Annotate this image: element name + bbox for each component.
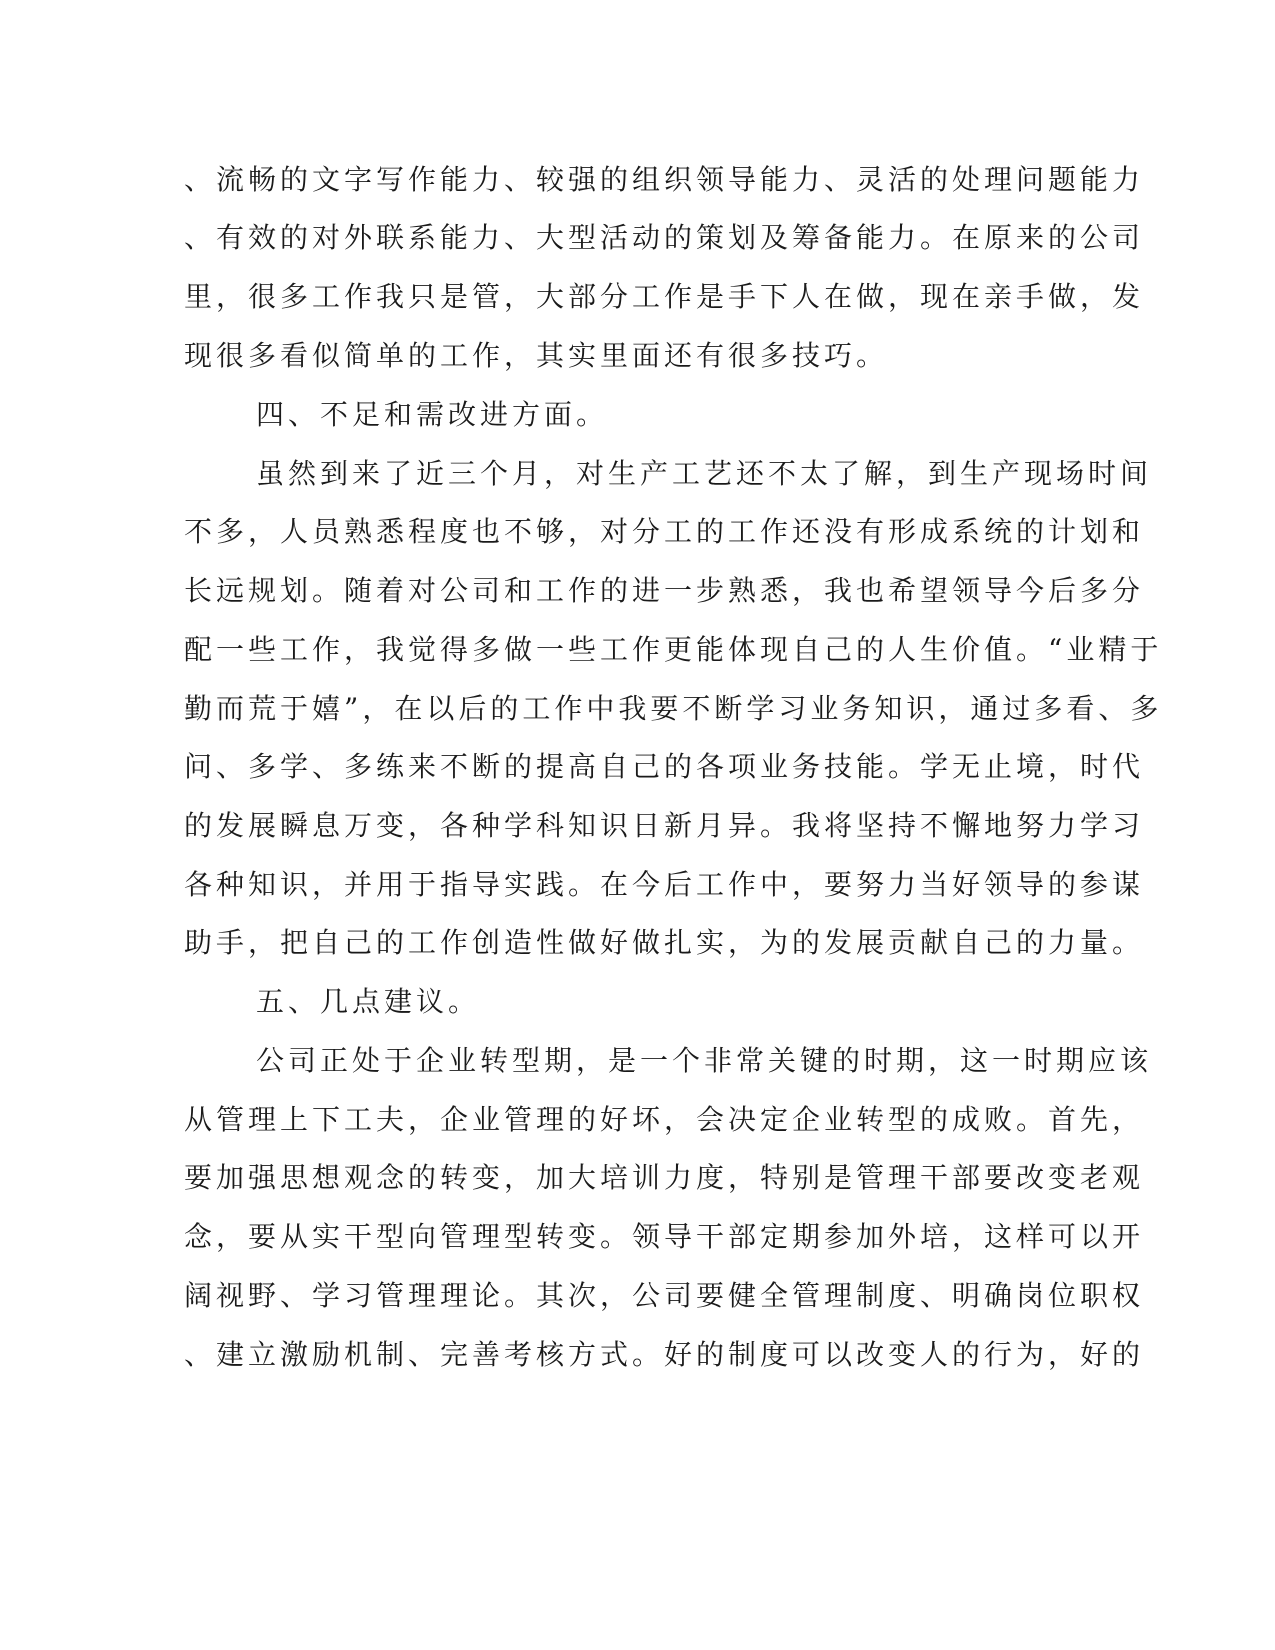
section-heading: 四、不足和需改进方面。 <box>256 398 609 431</box>
text-line: 里，很多工作我只是管，大部分工作是手下人在做，现在亲手做，发 <box>184 280 1145 313</box>
text-line: 虽然到来了近三个月，对生产工艺还不太了解，到生产现场时间 <box>256 457 1153 490</box>
text-line: 问、多学、多练来不断的提高自己的各项业务技能。学无止境，时代 <box>184 750 1145 783</box>
text-line: 从管理上下工夫，企业管理的好坏，会决定企业转型的成败。首先， <box>184 1103 1145 1136</box>
text-line: 现很多看似简单的工作，其实里面还有很多技巧。 <box>184 339 889 372</box>
text-line: 不多，人员熟悉程度也不够，对分工的工作还没有形成系统的计划和 <box>184 515 1145 548</box>
text-line: 念，要从实干型向管理型转变。领导干部定期参加外培，这样可以开 <box>184 1220 1145 1253</box>
text-line: 要加强思想观念的转变，加大培训力度，特别是管理干部要改变老观 <box>184 1161 1145 1194</box>
text-line: 、流畅的文字写作能力、较强的组织领导能力、灵活的处理问题能力 <box>184 163 1145 196</box>
text-line: 、有效的对外联系能力、大型活动的策划及筹备能力。在原来的公司 <box>184 221 1145 254</box>
text-line: 公司正处于企业转型期，是一个非常关键的时期，这一时期应该 <box>256 1044 1153 1077</box>
text-line: 的发展瞬息万变，各种学科知识日新月异。我将坚持不懈地努力学习 <box>184 809 1145 842</box>
text-line: 勤而荒于嬉”，在以后的工作中我要不断学习业务知识，通过多看、多 <box>184 692 1163 725</box>
text-line: 助手，把自己的工作创造性做好做扎实，为的发展贡献自己的力量。 <box>184 926 1145 959</box>
text-line: 配一些工作，我觉得多做一些工作更能体现自己的人生价值。“业精于 <box>184 633 1163 666</box>
section-heading: 五、几点建议。 <box>256 985 481 1018</box>
text-line: 、建立激励机制、完善考核方式。好的制度可以改变人的行为，好的 <box>184 1338 1145 1371</box>
text-line: 阔视野、学习管理理论。其次，公司要健全管理制度、明确岗位职权 <box>184 1279 1145 1312</box>
text-line: 各种知识，并用于指导实践。在今后工作中，要努力当好领导的参谋 <box>184 868 1145 901</box>
text-line: 长远规划。随着对公司和工作的进一步熟悉，我也希望领导今后多分 <box>184 574 1145 607</box>
